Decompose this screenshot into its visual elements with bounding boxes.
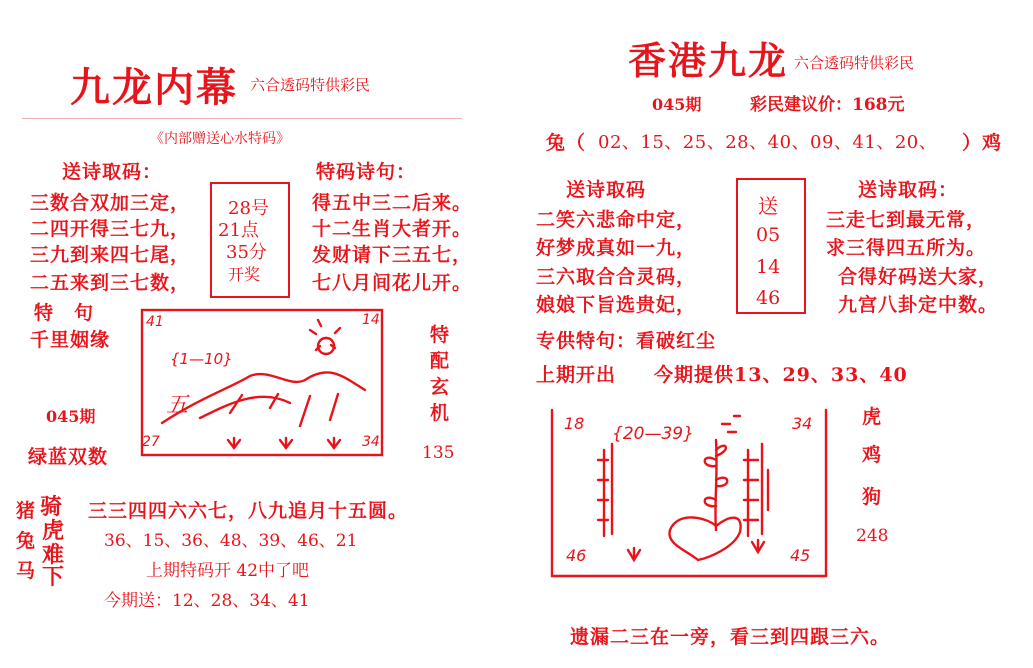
right-song-b-4: 九宫八卦定中数。 [838, 294, 999, 316]
right-song-a-4: 娘娘下旨选贵妃， [536, 294, 697, 316]
right-song-b-3: 合得好码送大家， [838, 266, 999, 288]
right-song-b-2: 求三得四五所为。 [826, 237, 987, 259]
right-sketch-tr: 34 [792, 414, 813, 433]
left-sketch-grass-1 [228, 438, 240, 448]
left-animal-horse: 马 [16, 560, 37, 582]
left-poem-line-4: 七八月间花儿开。 [312, 272, 473, 294]
left-sketch-tr: 14 [362, 312, 380, 328]
left-sketch-range: {1—10} [170, 350, 233, 368]
right-song-b-1: 三走七到最无常， [826, 209, 987, 231]
right-rabbit-label: 兔（ [546, 132, 587, 154]
right-sketch-lines-right [744, 444, 768, 536]
left-tag-1: 骑 [40, 494, 63, 520]
left-box-line-1: 28号 [228, 198, 269, 219]
left-period: 045期 [46, 407, 96, 426]
left-te-ju: 千里姻缘 [30, 329, 111, 351]
left-green-blue: 绿蓝双数 [28, 446, 109, 468]
right-subtitle: 六合透码特供彩民 [794, 54, 915, 72]
left-line-2: 36、15、36、48、39、46、21 [104, 531, 358, 551]
left-vertical-1: 特 [430, 324, 451, 346]
right-animal-rooster: 鸡 [862, 444, 883, 466]
left-box-line-4: 开奖 [228, 265, 261, 284]
left-sketch-grass-3 [328, 438, 340, 448]
right-sketch-br: 45 [790, 546, 811, 565]
left-poem-line-2: 十二生肖大者开。 [312, 218, 473, 240]
left-tag-2: 虎 [42, 518, 65, 544]
right-box-line-2: 05 [756, 224, 781, 246]
left-title: 九龙内幕 [70, 64, 238, 111]
right-song-a-1: 二笑六悲命中定， [536, 209, 697, 231]
left-te-ju-label: 特 句 [34, 302, 95, 324]
left-poem-line-1: 得五中三二后来。 [312, 192, 473, 214]
left-song-line-3: 三九到来四七尾， [30, 244, 191, 266]
left-box-line-3: 35分 [226, 242, 267, 263]
right-song-head-b: 送诗取码： [858, 179, 959, 201]
right-sketch-range: {20—39} [612, 424, 694, 444]
right-sketch-grass-2 [752, 540, 764, 552]
right-this-provide: 今期提供13、29、33、40 [654, 364, 908, 386]
left-sketch-frame [142, 310, 382, 455]
left-vertical-2: 配 [430, 350, 451, 372]
right-last-out: 上期开出 [536, 364, 617, 386]
right-animal-tiger: 虎 [862, 406, 883, 428]
left-last-period: 上期特码开 42中了吧 [146, 561, 310, 581]
left-song-head: 送诗取码： [62, 161, 163, 183]
left-subtitle: 六合透码特供彩民 [250, 76, 371, 94]
left-poem-head: 特码诗句： [316, 161, 417, 183]
left-sketch-bl: 27 [142, 434, 160, 450]
right-rooster-label: ）鸡 [962, 132, 1003, 154]
right-song-a-2: 好梦成真如一九， [536, 237, 697, 259]
right-box-line-3: 14 [756, 256, 781, 278]
left-sketch-char: 五 [166, 393, 189, 418]
right-box-line-1: 送 [758, 194, 778, 218]
right-price: 彩民建议价：168元 [750, 95, 905, 115]
right-sketch-dashes [722, 416, 740, 432]
left-tag-4: 下 [42, 564, 65, 590]
left-divider [22, 118, 462, 119]
right-special-line: 专供特句：看破红尘 [536, 330, 717, 352]
left-animal-rabbit: 兔 [16, 530, 37, 552]
left-tag-3: 难 [42, 542, 65, 568]
left-vertical-3: 玄 [430, 376, 451, 398]
left-poem-line-3: 发财请下三五七， [312, 244, 473, 266]
right-box-line-4: 46 [756, 287, 781, 309]
left-sketch-slope [200, 397, 290, 418]
right-code-248: 248 [856, 526, 889, 546]
left-sketch-grass-2 [280, 438, 292, 448]
left-this-period: 今期送：12、28、34、41 [104, 591, 310, 611]
right-sketch-grass-1 [628, 548, 640, 560]
left-sketch-rays [310, 320, 340, 350]
left-song-line-2: 二四开得三七九， [30, 218, 191, 240]
right-rabbit-nums: 02、15、25、28、40、09、41、20、 [598, 132, 938, 153]
left-code-135: 135 [422, 443, 455, 463]
left-animal-pig: 猪 [16, 500, 37, 522]
right-song-head-a: 送诗取码 [566, 179, 647, 201]
left-vertical-4: 机 [430, 402, 451, 424]
right-bottom-line: 遗漏二三在一旁，看三到四跟三六。 [570, 626, 891, 648]
left-line-1: 三三四四六六七，八九追月十五圆。 [88, 500, 409, 522]
right-sketch-bl: 46 [566, 546, 587, 565]
right-animal-dog: 狗 [862, 486, 883, 508]
right-period: 045期 [652, 95, 702, 114]
left-box-line-2: 21点 [218, 220, 259, 241]
right-sketch-heart [669, 517, 740, 560]
left-sketch-br: 34 [362, 434, 380, 450]
right-title: 香港九龙 [628, 38, 789, 83]
left-banner: 《内部赠送心水特码》 [150, 131, 290, 147]
right-song-a-3: 三六取合合灵码， [536, 266, 697, 288]
left-song-line-4: 二五来到三七数， [30, 272, 191, 294]
right-sketch-lines-left [598, 444, 612, 536]
right-sketch-tl: 18 [564, 414, 585, 433]
left-sketch [140, 308, 400, 458]
left-song-line-1: 三数合双加三定， [30, 192, 191, 214]
left-sketch-tl: 41 [146, 314, 164, 330]
